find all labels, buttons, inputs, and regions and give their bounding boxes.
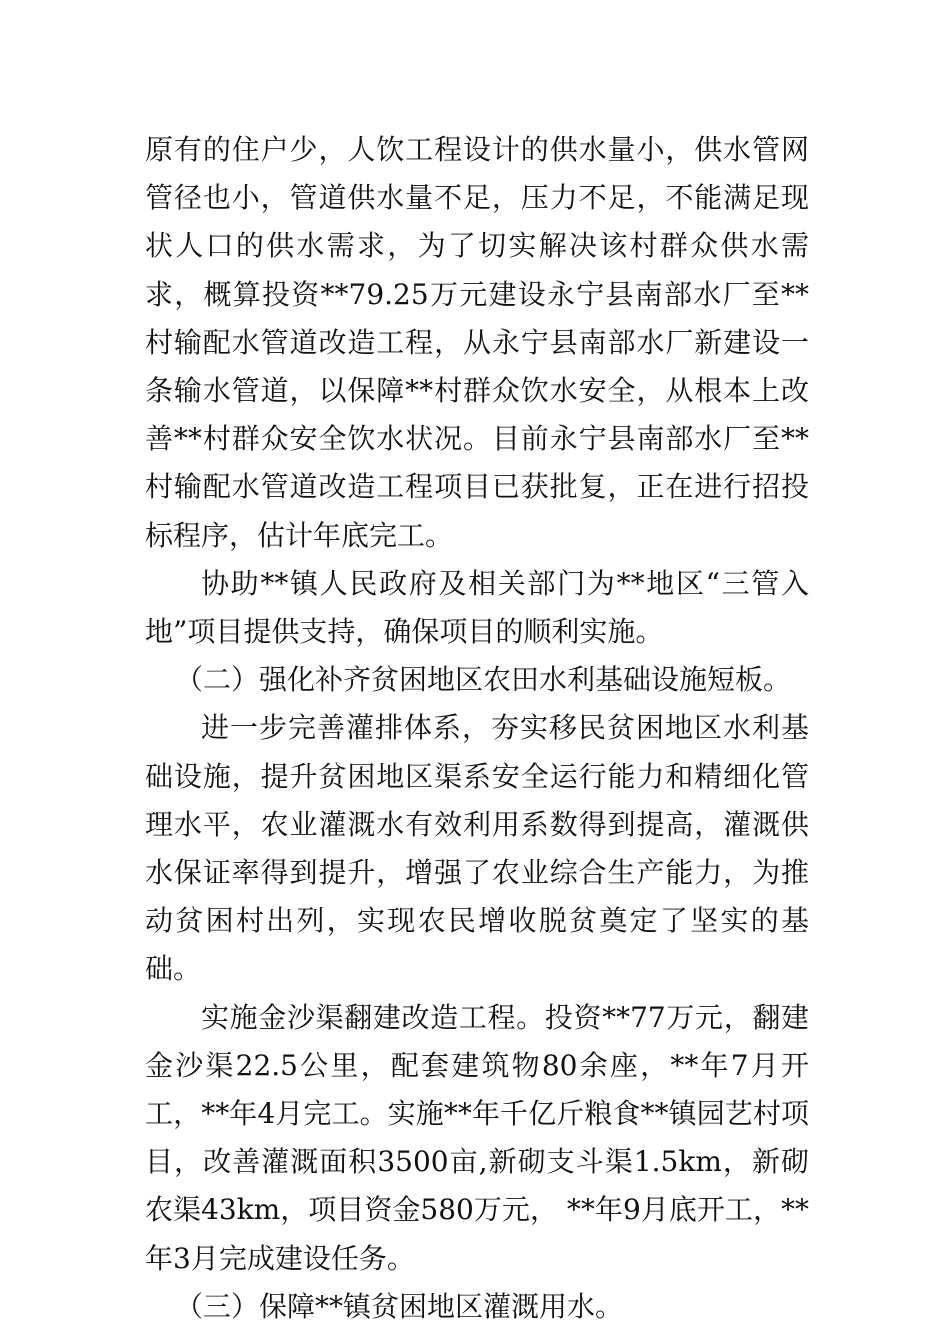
document-body [145, 126, 809, 1331]
section-heading-3: （三）保障**镇贫困地区灌溉用水。 [175, 1289, 624, 1323]
section-heading-2: （二）强化补齐贫困地区农田水利基础设施短板。 [175, 663, 792, 697]
paragraph-jinsha-canal-project: 实施金沙渠翻建改造工程。投资**77万元，翻建金沙渠22.5公里，配套建筑物80余座，**年7月开工，**年4月完工。实施**年千亿斤粮食**镇园艺村项目，改善灌溉面积3500亩,新砌支斗渠1.5km，新砌农渠43km，项目资金580万元， **年9月底开工，**年3月完成建设任务。 [145, 1000, 809, 1275]
paragraph-irrigation-system: 进一步完善灌排体系，夯实移民贫困地区水利基础设施，提升贫困地区渠系安全运行能力和精细化管理水平，农业灌溉水有效利用系数得到提高，灌溉供水保证率得到提升，增强了农业综合生产能力，为推动贫困村出列，实现农民增收脱贫奠定了坚实的基础。 [145, 711, 809, 986]
paragraph-water-supply-project: 原有的住户少，人饮工程设计的供水量小，供水管网管径也小，管道供水量不足，压力不足，不能满足现状人口的供水需求，为了切实解决该村群众供水需求，概算投资**79.25万元建设永宁县南部水厂至**村输配水管道改造工程，从永宁县南部水厂新建设一条输水管道，以保障**村群众饮水安全，从根本上改善**村群众安全饮水状况。目前永宁县南部水厂至**村输配水管道改造工程项目已获批复，正在进行招投标程序，估计年底完工。 [145, 133, 809, 552]
paragraph-three-pipes-support: 协助**镇人民政府及相关部门为**地区“三管入地”项目提供支持，确保项目的顺利实施。 [145, 566, 809, 649]
